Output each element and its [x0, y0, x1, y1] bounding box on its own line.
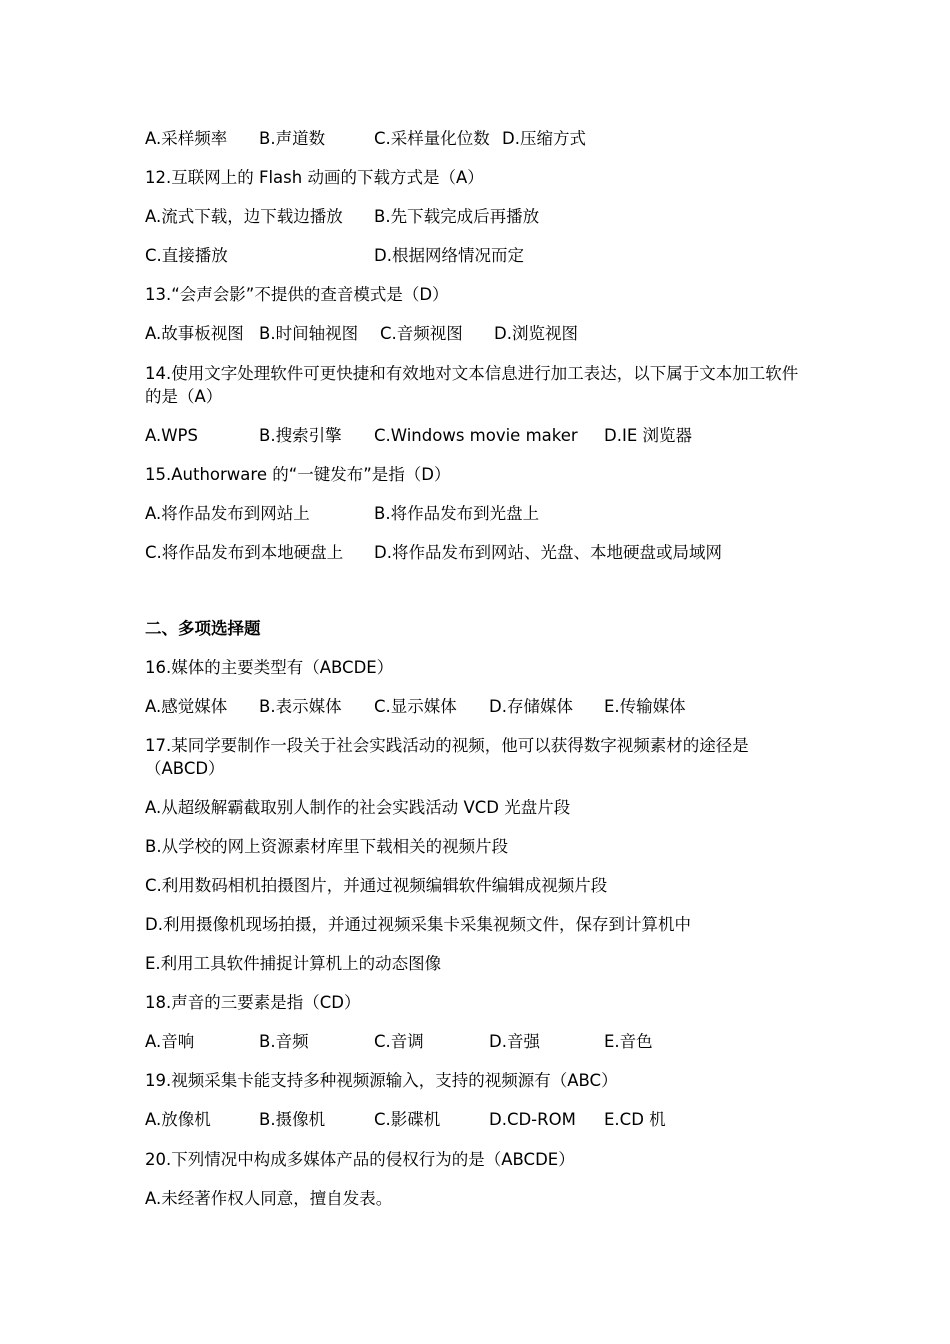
q19-option-a: A.放像机 — [145, 1110, 211, 1129]
q14-option-b: B.搜索引擎 — [259, 426, 342, 445]
q15-option-b: B.将作品发布到光盘上 — [374, 504, 540, 523]
q18-option-b: B.音频 — [259, 1032, 309, 1051]
q18-option-c: C.音调 — [374, 1032, 424, 1051]
q16-option-c: C.显示媒体 — [374, 697, 457, 716]
q13-option-a: A.故事板视图 — [145, 324, 244, 343]
q16-option-a: A.感觉媒体 — [145, 697, 228, 716]
q13-question: 13.“会声会影”不提供的查音模式是（D） — [145, 285, 449, 304]
q15-option-a: A.将作品发布到网站上 — [145, 504, 310, 523]
q16-question: 16.媒体的主要类型有（ABCDE） — [145, 658, 394, 677]
q18-option-e: E.音色 — [604, 1032, 653, 1051]
q13-option-b: B.时间轴视图 — [259, 324, 359, 343]
q18-option-d: D.音强 — [489, 1032, 540, 1051]
q18-option-a: A.音响 — [145, 1032, 195, 1051]
q17-option-c: C.利用数码相机拍摄图片，并通过视频编辑软件编辑成视频片段 — [145, 876, 608, 895]
q19-option-b: B.摄像机 — [259, 1110, 326, 1129]
q17-question: 17.某同学要制作一段关于社会实践活动的视频，他可以获得数字视频素材的途径是（ABCD） — [145, 736, 749, 778]
q17-option-a: A.从超级解霸截取别人制作的社会实践活动 VCD 光盘片段 — [145, 798, 571, 817]
q19-question: 19.视频采集卡能支持多种视频源输入，支持的视频源有（ABC） — [145, 1071, 618, 1090]
q11-option-a: A.采样频率 — [145, 129, 228, 148]
q17-option-e: E.利用工具软件捕捉计算机上的动态图像 — [145, 954, 442, 973]
q12-option-b: B.先下载完成后再播放 — [374, 207, 540, 226]
q12-option-d: D.根据网络情况而定 — [374, 246, 524, 265]
q17-option-b: B.从学校的网上资源素材库里下载相关的视频片段 — [145, 837, 509, 856]
q12-question: 12.互联网上的 Flash 动画的下载方式是（A） — [145, 168, 484, 187]
section-heading: 二、多项选择题 — [145, 619, 261, 638]
q15-option-c: C.将作品发布到本地硬盘上 — [145, 543, 344, 562]
q11-option-d: D.压缩方式 — [502, 129, 586, 148]
q13-option-c: C.音频视图 — [380, 324, 463, 343]
q18-question: 18.声音的三要素是指（CD） — [145, 993, 361, 1012]
q15-option-d: D.将作品发布到网站、光盘、本地硬盘或局域网 — [374, 543, 722, 562]
q14-option-d: D.IE 浏览器 — [604, 426, 692, 445]
q19-option-d: D.CD-ROM — [489, 1110, 576, 1129]
q16-option-b: B.表示媒体 — [259, 697, 342, 716]
q17-option-d: D.利用摄像机现场拍摄，并通过视频采集卡采集视频文件，保存到计算机中 — [145, 915, 691, 934]
q19-option-e: E.CD 机 — [604, 1110, 666, 1129]
q12-option-a: A.流式下载，边下载边播放 — [145, 207, 343, 226]
q15-question: 15.Authorware 的“一键发布”是指（D） — [145, 465, 451, 484]
q19-option-c: C.影碟机 — [374, 1110, 441, 1129]
q12-option-c: C.直接播放 — [145, 246, 228, 265]
q13-option-d: D.浏览视图 — [494, 324, 578, 343]
q20-option-a: A.未经著作权人同意，擅自发表。 — [145, 1189, 393, 1208]
q11-option-b: B.声道数 — [259, 129, 326, 148]
q16-option-d: D.存储媒体 — [489, 697, 573, 716]
q14-option-a: A.WPS — [145, 426, 198, 445]
q14-option-c: C.Windows movie maker — [374, 426, 578, 445]
q11-option-c: C.采样量化位数 — [374, 129, 490, 148]
q14-question: 14.使用文字处理软件可更快捷和有效地对文本信息进行加工表达，以下属于文本加工软件的是（A） — [145, 364, 799, 406]
q20-question: 20.下列情况中构成多媒体产品的侵权行为的是（ABCDE） — [145, 1150, 575, 1169]
q16-option-e: E.传输媒体 — [604, 697, 686, 716]
